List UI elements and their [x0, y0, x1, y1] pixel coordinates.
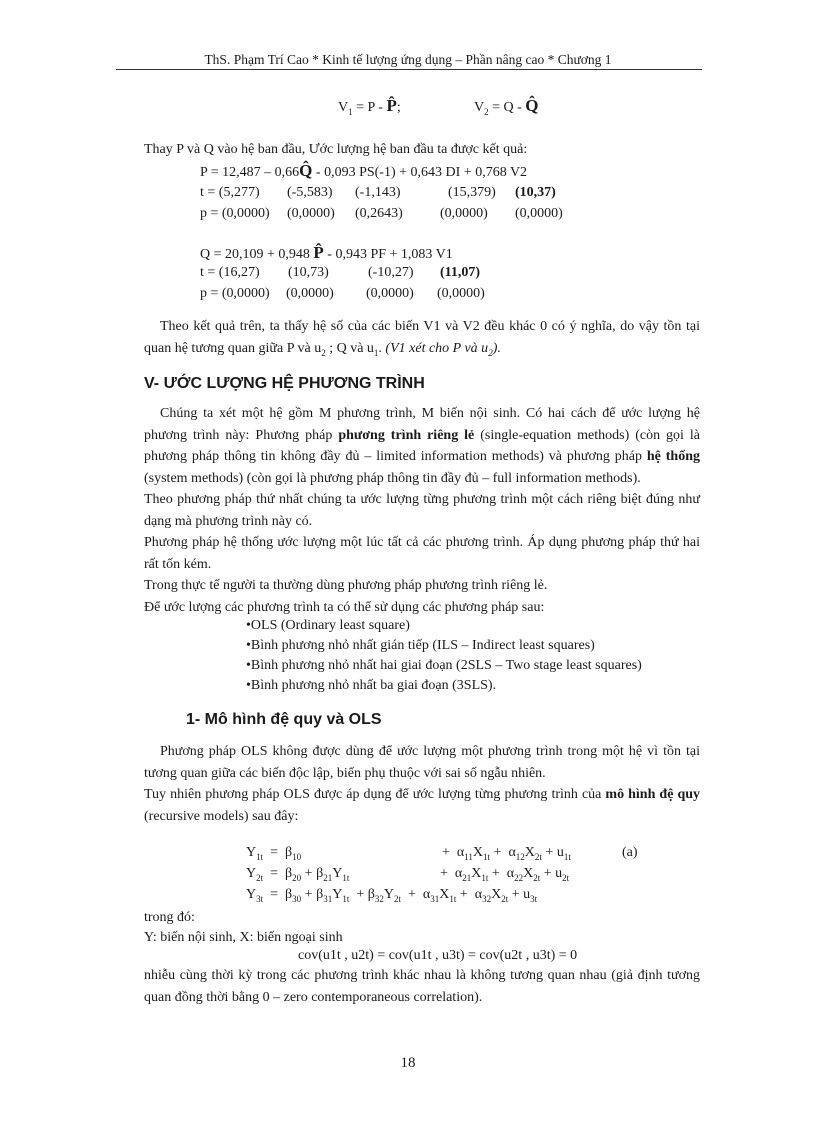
- closing-paragraph: nhiễu cùng thời kỳ trong các phương trình khác nhau là không tương quan nhau (giả định tương quan đồng thời bằng 0 – zero contemporaneous correlation).: [144, 968, 700, 1005]
- conclusion-paragraph: Theo kết quả trên, ta thấy hệ số của các biến V1 và V2 đều khác 0 có ý nghĩa, do vậy tồn tại quan hệ tương quan giữa P và $u_2$ ; Q và $u_1$. (V1 xét cho P và $u_2$).: [144, 319, 700, 358]
- equation-q: Q = 20,109 + 0,948 P̂ - 0,943 PF + 1,083 V1: [200, 243, 453, 262]
- system-eq-3: $Y_{3t} = \beta_{30} + \beta_{31}Y_{1t} + \beta_{32}Y_{2t} + \alpha_{31}X_{1t} + \alpha_{32}X_{2t} + u_{3t}$: [246, 887, 538, 904]
- list-item: • Bình phương nhỏ nhất ba giai đoạn (3SLS).: [246, 676, 642, 696]
- where-label: trong đó:: [144, 910, 195, 925]
- system-eq-2: $Y_{2t} = \beta_{20} + \beta_{21}Y_{1t}$ + $\alpha_{21}X_{1t} + \alpha_{22}X_{2t} + u_{2t}$: [246, 866, 570, 883]
- header-rule: [116, 69, 702, 70]
- method-list: [246, 616, 642, 696]
- section-heading-v: V- ƯỚC LƯỢNG HỆ PHƯƠNG TRÌNH: [144, 375, 425, 392]
- list-item: • Bình phương nhỏ nhất hai giai đoạn (2SLS – Two stage least squares): [246, 656, 642, 676]
- residual-v1: $V_1 = P$ - P̂;: [338, 96, 401, 117]
- paragraph: Để ước lượng các phương trình ta có thể sử dụng các phương pháp sau:: [144, 599, 545, 615]
- equation-p: P = 12,487 – 0,66Q̂ - 0,093 PS(-1) + 0,643 DI + 0,768 V2: [200, 161, 528, 180]
- residual-v2: $V_2 = Q$ - Q̂: [474, 96, 539, 117]
- subsection-heading-1: 1- Mô hình đệ quy và OLS: [186, 711, 382, 728]
- paragraph: Trong thực tế người ta thường dùng phương pháp phương trình riêng lẻ.: [144, 578, 548, 593]
- covariance-condition: cov(u1t , u2t) = cov(u1t , u3t) = cov(u2t , u3t) = 0: [298, 948, 578, 963]
- paragraph: Theo phương pháp thứ nhất chúng ta ước lượng từng phương trình một cách riêng biệt đúng như dạng mà phương trình này có.: [144, 492, 700, 529]
- system-eq-1: $Y_{1t} = \beta_{10}$ + $\alpha_{11}X_{1t} + \alpha_{12}X_{2t} + u_{1t}$: [246, 845, 571, 862]
- page-number: 18: [400, 1055, 416, 1071]
- intro-text: Thay P và Q vào hệ ban đầu, Ước lượng hệ ban đầu ta được kết quả:: [144, 142, 528, 157]
- paragraph: Phương pháp hệ thống ước lượng một lúc tất cả các phương trình. Áp dụng phương pháp thứ hai rất tốn kém.: [144, 535, 700, 572]
- system-label: (a): [622, 845, 638, 860]
- list-item: • Bình phương nhỏ nhất gián tiếp (ILS – Indirect least squares): [246, 636, 642, 656]
- section-v-body: Chúng ta xét một hệ gồm M phương trình, M biến nội sinh. Có hai cách để ước lượng hệ phương trình này: Phương pháp phương trình riêng lẻ (single-equation methods) (còn gọi là phương pháp thông tin không đầy đủ – limited information methods) và phương pháp hệ thống (system methods) (còn gọi là phương pháp thông tin đầy đủ – full information methods). Theo phương pháp thứ nhất chúng ta ước lượng từng phương trình một cách riêng biệt đúng như dạng mà phương trình này có. Phương pháp hệ thống ước lượng một lúc tất cả các phương trình. Áp dụng phương pháp thứ hai rất tốn kém. Trong thực tế người ta thường dùng phương pháp phương trình riêng lẻ. Để ước lượng các phương trình ta có thể sử dụng các phương pháp sau:: [144, 403, 700, 618]
- list-item: • OLS (Ordinary least square): [246, 616, 642, 636]
- subsection-1-body: Phương pháp OLS không được dùng để ước lượng một phương trình trong một hệ vì tồn tại tương quan giữa các biến độc lập, biến phụ thuộc với sai số ngẫu nhiên. Tuy nhiên phương pháp OLS được áp dụng để ước lượng từng phương trình của mô hình đệ quy (recursive models) sau đây:: [144, 744, 701, 824]
- variable-definition: Y: biến nội sinh, X: biến ngoại sinh: [144, 930, 343, 945]
- running-header: ThS. Phạm Trí Cao * Kinh tế lượng ứng dụng – Phần nâng cao * Chương 1: [204, 52, 612, 67]
